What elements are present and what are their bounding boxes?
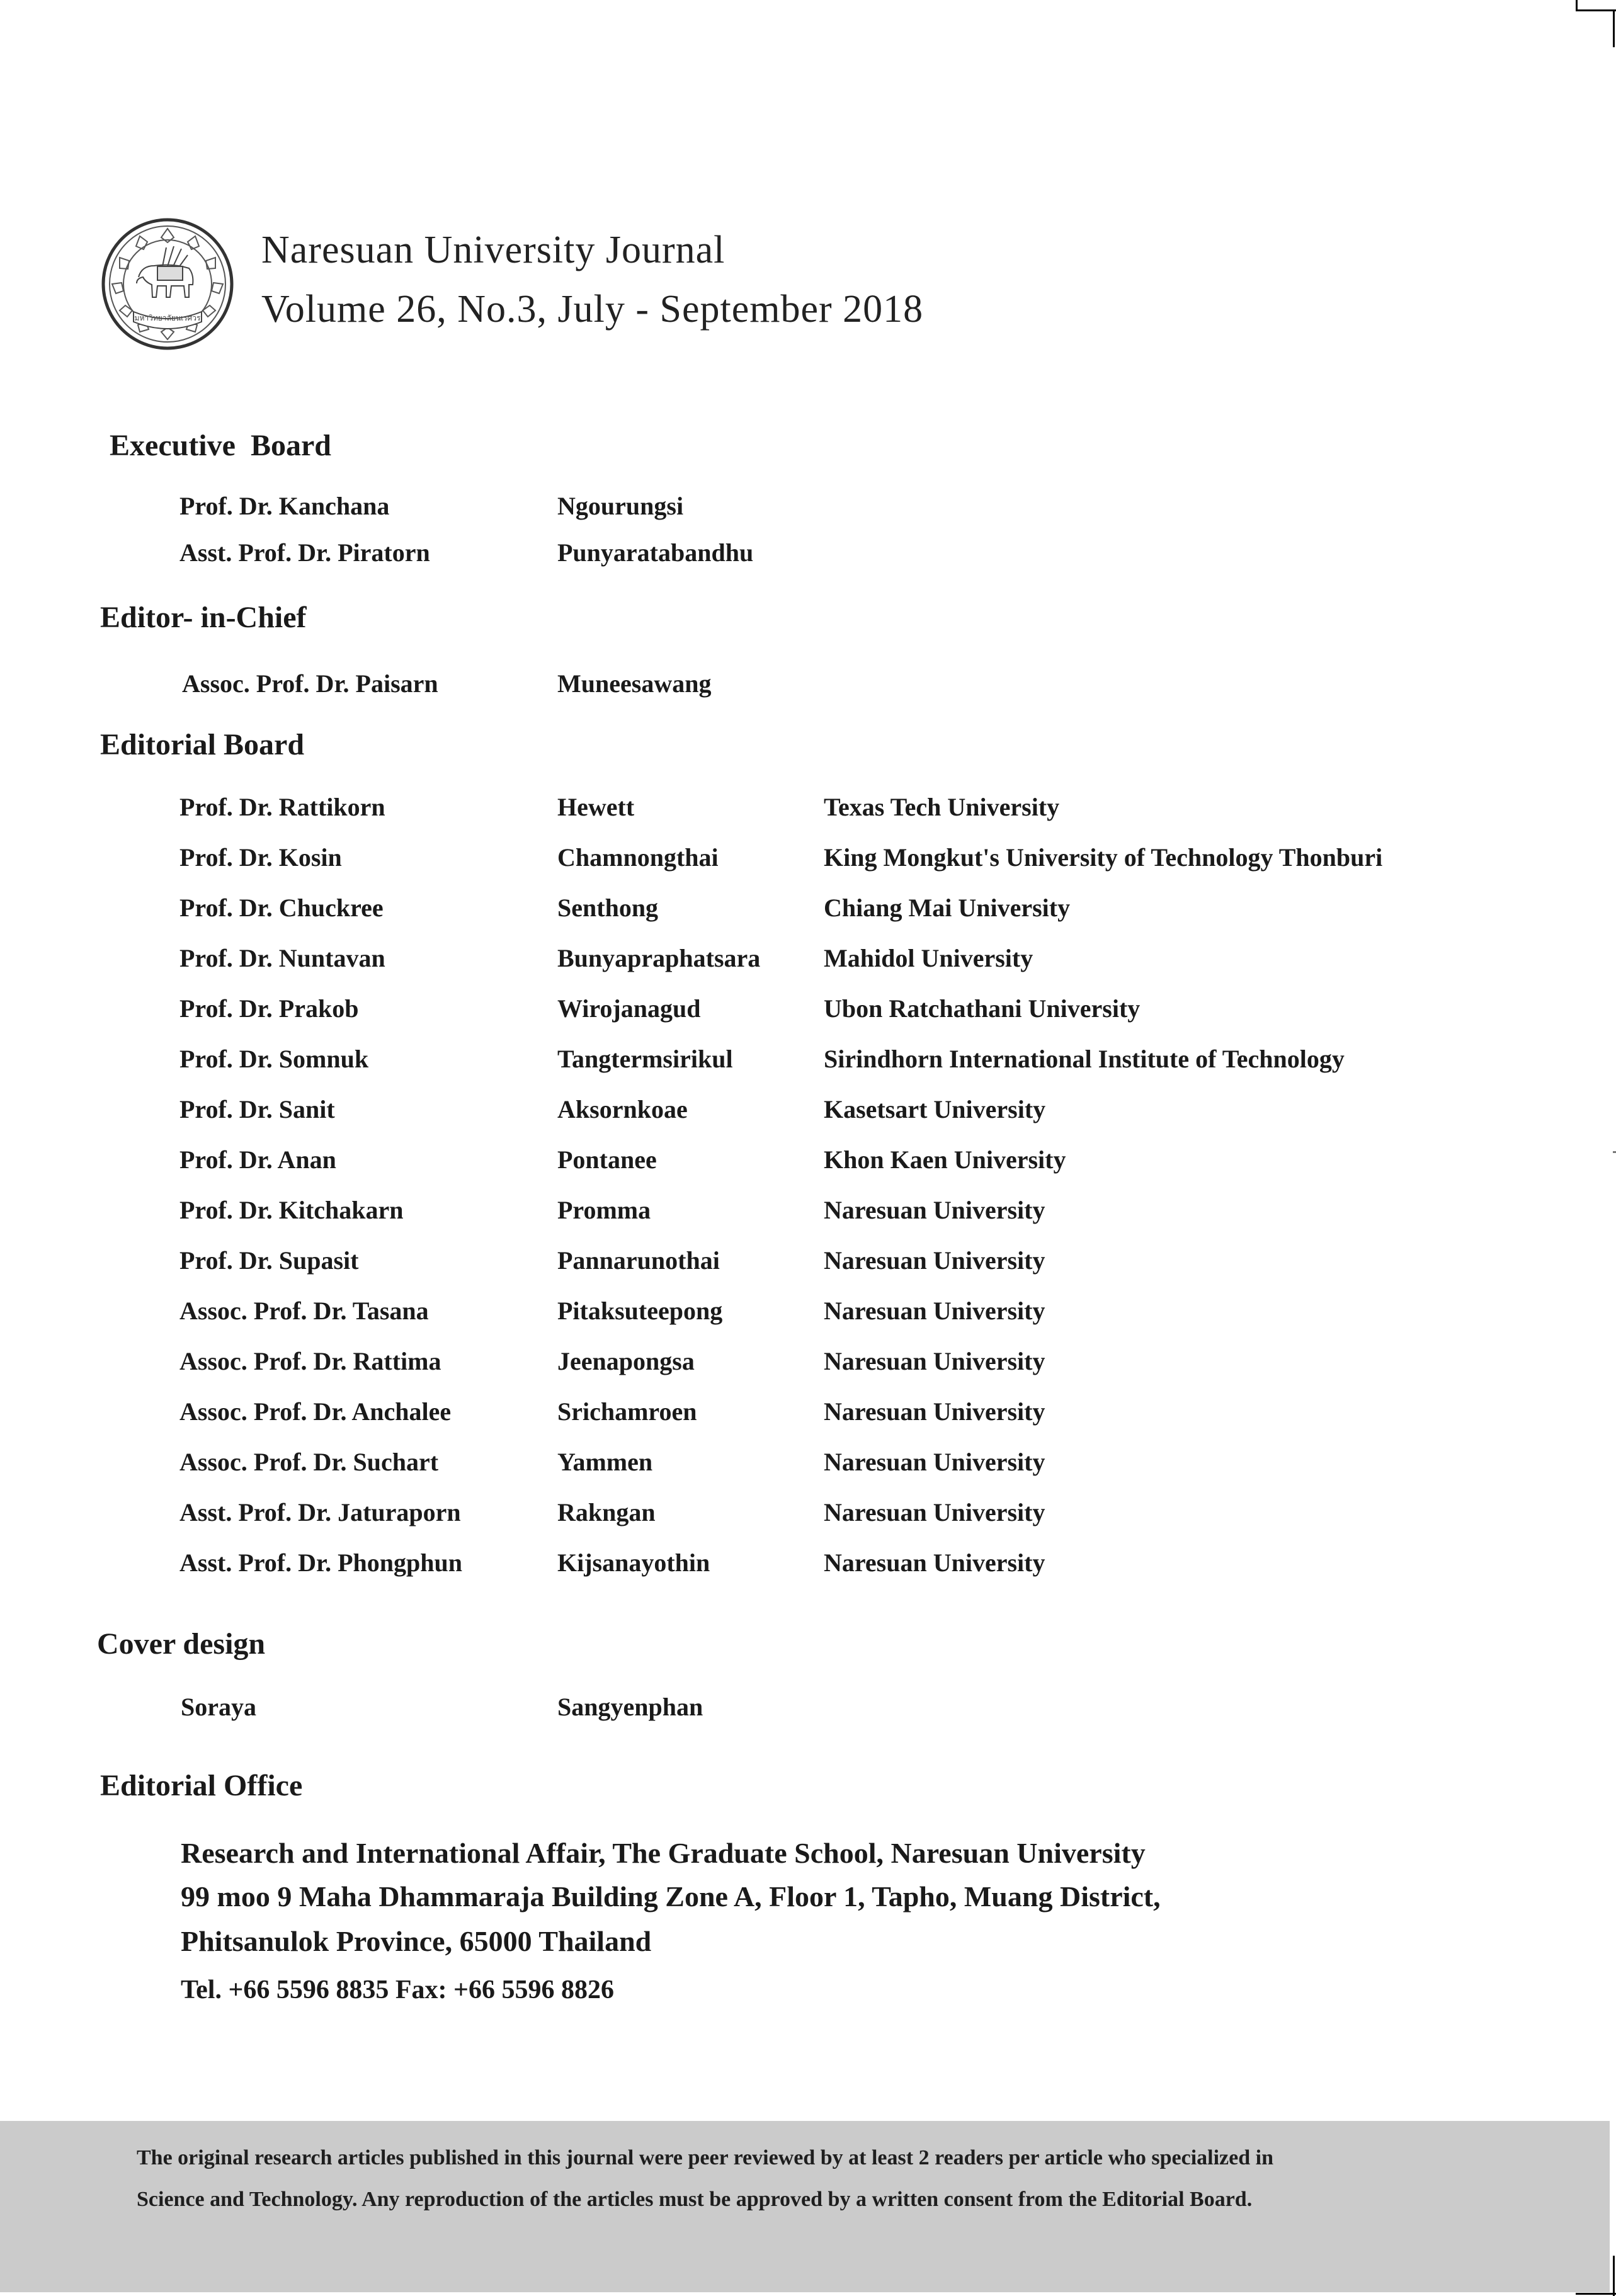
member-affiliation: Naresuan University [824, 1397, 1045, 1426]
member-title-name: Prof. Dr. Kanchana [179, 492, 390, 520]
member-surname: Punyaratabandhu [557, 538, 754, 567]
member-title-name: Assoc. Prof. Dr. Paisarn [182, 669, 438, 698]
member-surname: Bunyapraphatsara [557, 944, 761, 972]
member-affiliation: Khon Kaen University [824, 1145, 1066, 1174]
member-title-name: Prof. Dr. Kosin [179, 843, 342, 872]
crop-mark-top-h [1576, 9, 1616, 11]
member-surname: Aksornkoae [557, 1095, 688, 1123]
member-title-name: Asst. Prof. Dr. Jaturaporn [179, 1498, 461, 1526]
member-affiliation: Naresuan University [824, 1246, 1045, 1275]
member-affiliation: Naresuan University [824, 1347, 1045, 1375]
journal-title: Naresuan University Journal [261, 229, 725, 271]
member-surname: Rakngan [557, 1498, 656, 1526]
member-affiliation: Texas Tech University [824, 793, 1060, 821]
member-title-name: Prof. Dr. Sanit [179, 1095, 335, 1123]
crop-mark-bottom-v [1613, 2256, 1615, 2296]
member-title-name: Prof. Dr. Prakob [179, 994, 359, 1023]
member-title-name: Prof. Dr. Nuntavan [179, 944, 385, 972]
member-title-name: Assoc. Prof. Dr. Tasana [179, 1297, 429, 1325]
member-title-name: Assoc. Prof. Dr. Rattima [179, 1347, 441, 1375]
member-affiliation: Naresuan University [824, 1549, 1045, 1577]
member-title-name: Asst. Prof. Dr. Piratorn [179, 538, 430, 567]
member-affiliation: Naresuan University [824, 1498, 1045, 1526]
member-surname: Pannarunothai [557, 1246, 720, 1275]
member-affiliation: Ubon Ratchathani University [824, 994, 1141, 1023]
crop-mark-bottom-h [1576, 2293, 1616, 2295]
office-address-line: Research and International Affair, The Graduate School, Naresuan University [181, 1837, 1146, 1869]
member-surname: Senthong [557, 894, 659, 922]
member-surname: Tangtermsirikul [557, 1045, 733, 1073]
office-contact-line: Tel. +66 5596 8835 Fax: +66 5596 8826 [181, 1975, 614, 2004]
member-surname: Hewett [557, 793, 635, 821]
member-title-name: Prof. Dr. Chuckree [179, 894, 384, 922]
member-surname: Yammen [557, 1448, 653, 1476]
member-surname: Promma [557, 1196, 651, 1224]
member-surname: Jeenapongsa [557, 1347, 695, 1375]
editorial-office-heading: Editorial Office [100, 1769, 303, 1802]
member-title-name: Prof. Dr. Supasit [179, 1246, 359, 1275]
member-surname: Wirojanagud [557, 994, 701, 1023]
university-seal-icon [101, 217, 234, 351]
member-title-name: Asst. Prof. Dr. Phongphun [179, 1549, 463, 1577]
editorial-board-heading: Editorial Board [100, 728, 305, 761]
member-surname: Sangyenphan [557, 1693, 703, 1721]
member-title-name: Prof. Dr. Somnuk [179, 1045, 369, 1073]
member-affiliation: Kasetsart University [824, 1095, 1046, 1123]
peer-review-notice-band [0, 2121, 1610, 2292]
svg-text:มหาวิทยาลัยนเรศวร: มหาวิทยาลัยนเรศวร [134, 314, 201, 322]
member-title-name: Prof. Dr. Anan [179, 1145, 336, 1174]
member-affiliation: Naresuan University [824, 1196, 1045, 1224]
member-surname: Pitaksuteepong [557, 1297, 723, 1325]
crop-mark-top-v [1576, 0, 1578, 11]
member-surname: Chamnongthai [557, 843, 719, 872]
member-affiliation: King Mongkut's University of Technology Thonburi [824, 843, 1383, 872]
crop-mark-right-tick [1613, 1151, 1616, 1153]
peer-review-notice-line: Science and Technology. Any reproduction of the articles must be approved by a written consent from the Editorial Board. [137, 2188, 1253, 2211]
peer-review-notice-line: The original research articles published in this journal were peer reviewed by at least 2 readers per article who specialized in [137, 2146, 1273, 2169]
editor-in-chief-heading: Editor- in-Chief [100, 601, 307, 634]
issue-info: Volume 26, No.3, July - September 2018 [261, 288, 924, 331]
member-surname: Pontanee [557, 1145, 657, 1174]
office-address-line: Phitsanulok Province, 65000 Thailand [181, 1925, 652, 1957]
executive-board-heading: Executive Board [110, 429, 331, 462]
member-affiliation: Sirindhorn International Institute of Technology [824, 1045, 1345, 1073]
member-title-name: Assoc. Prof. Dr. Anchalee [179, 1397, 452, 1426]
crop-mark-top-v2 [1613, 9, 1615, 47]
member-affiliation: Mahidol University [824, 944, 1033, 972]
member-title-name: Assoc. Prof. Dr. Suchart [179, 1448, 439, 1476]
member-title-name: Prof. Dr. Rattikorn [179, 793, 385, 821]
member-affiliation: Chiang Mai University [824, 894, 1071, 922]
member-affiliation: Naresuan University [824, 1448, 1045, 1476]
member-affiliation: Naresuan University [824, 1297, 1045, 1325]
member-surname: Ngourungsi [557, 492, 684, 520]
member-surname: Srichamroen [557, 1397, 697, 1426]
member-title-name: Prof. Dr. Kitchakarn [179, 1196, 404, 1224]
member-surname: Muneesawang [557, 669, 712, 698]
member-surname: Kijsanayothin [557, 1549, 710, 1577]
cover-design-heading: Cover design [97, 1627, 266, 1661]
member-first-name: Soraya [181, 1693, 256, 1721]
office-address-line: 99 moo 9 Maha Dhammaraja Building Zone A, Floor 1, Tapho, Muang District, [181, 1880, 1161, 1912]
